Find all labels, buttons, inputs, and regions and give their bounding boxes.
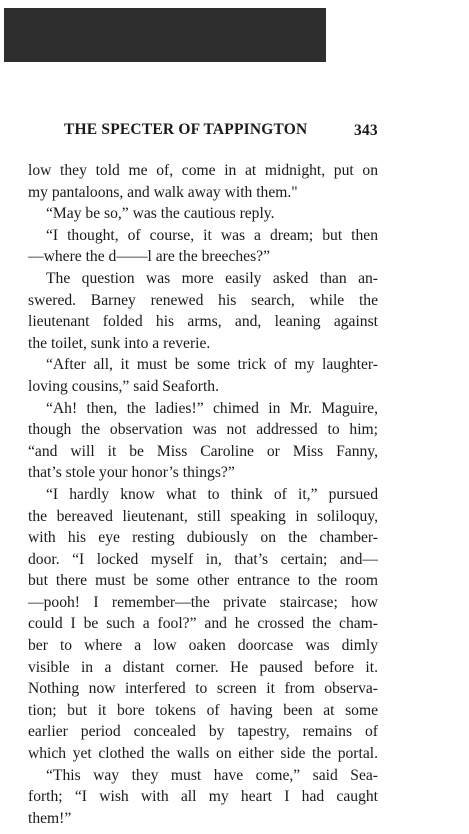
text-line: though the observation was not addressed to him; xyxy=(28,421,378,439)
text-line: my pantaloons, and walk away with them." xyxy=(28,183,298,201)
text-line: ber to where a low oaken doorcase was dimly xyxy=(28,637,378,655)
text-line: earlier period concealed by tapestry, remains of xyxy=(28,723,378,741)
text-line: could I be such a fool?” and he crossed the cham- xyxy=(28,615,378,633)
text-line: the bereaved lieutenant, still speaking in soliloquy, xyxy=(28,507,378,525)
text-line: swered. Barney renewed his search, while the xyxy=(28,291,378,309)
text-line: Nothing now interfered to screen it from observa- xyxy=(28,680,378,698)
text-line: “I thought, of course, it was a dream; but then xyxy=(46,226,378,244)
running-title: THE SPECTER OF TAPPINGTON xyxy=(64,121,308,138)
text-line: loving cousins,” said Seaforth. xyxy=(28,377,219,395)
text-line: that’s stole your honor’s things?” xyxy=(28,464,235,482)
text-line: “Ah! then, the ladies!” chimed in Mr. Maguire, xyxy=(46,399,378,417)
text-line: the toilet, sunk into a reverie. xyxy=(28,334,211,352)
text-line: with his eye resting dubiously on the chamber- xyxy=(28,529,378,547)
text-line: “and will it be Miss Caroline or Miss Fanny, xyxy=(28,442,378,460)
running-head xyxy=(64,121,384,141)
text-line: door. “I locked myself in, that’s certain; and— xyxy=(28,550,378,568)
text-line: “After all, it must be some trick of my laughter- xyxy=(46,356,378,374)
text-line: “I hardly know what to think of it,” pursued xyxy=(46,485,378,503)
text-line: “This way they must have come,” said Sea- xyxy=(46,766,378,784)
body-text xyxy=(28,160,378,829)
text-line: The question was more easily asked than an- xyxy=(46,269,378,287)
text-line: —pooh! I remember—the private staircase; how xyxy=(28,593,378,611)
text-line: visible in a distant corner. He paused before it. xyxy=(28,658,378,676)
text-line: —where the d——l are the breeches?” xyxy=(28,248,271,266)
page-number: 343 xyxy=(354,122,378,139)
text-line: “May be so,” was the cautious reply. xyxy=(46,205,275,223)
redacted-block xyxy=(4,8,326,62)
text-line: low they told me of, come in at midnight, put on xyxy=(28,162,378,179)
text-line: them!” xyxy=(28,809,72,827)
text-line: but there must be some other entrance to the room xyxy=(28,572,378,590)
text-line: forth; “I wish with all my heart I had caught xyxy=(28,788,378,806)
text-line: lieutenant folded his arms, and, leaning against xyxy=(28,313,378,331)
text-line: which yet clothed the walls on either side the portal. xyxy=(28,745,378,763)
text-line: tion; but it bore tokens of having been at some xyxy=(28,701,378,719)
